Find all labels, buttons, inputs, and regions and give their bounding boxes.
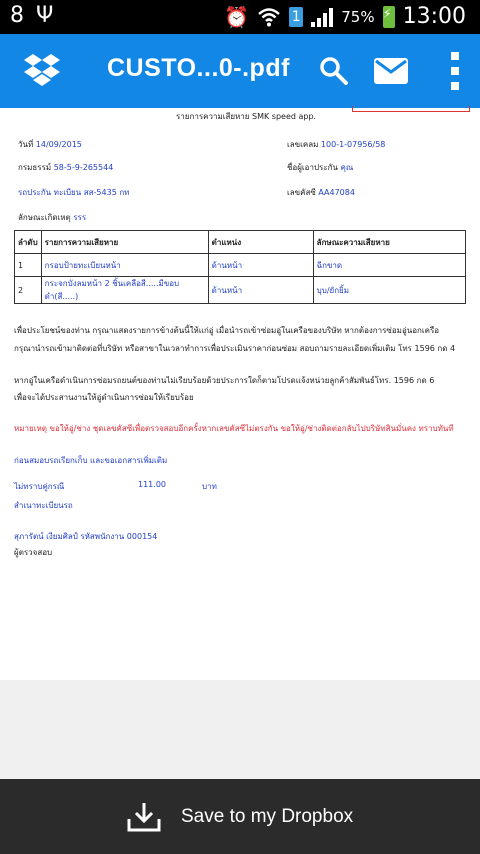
header-box-edge: [352, 106, 470, 112]
para1-line2: กรุณานำรถเข้ามาติดต่อที่บริษัท หรือสาขาในเวลาทำการเพื่อประเมินราคาก่อนซ่อม สอบถามรายละเอียดเพิ่มเติม โทร 1596 กด 4: [14, 344, 456, 353]
table-header-cell: รายการความเสียหาย: [41, 231, 208, 254]
car-row: รถประกัน ทะเบียน สส-5435 กท: [18, 188, 130, 197]
table-cell: 2: [15, 277, 42, 304]
para1-line1: เพื่อประโยชน์ของท่าน กรุณาแสดงรายการข้างต้นนี้ให้แก่อู่ เมื่อนำรถเข้าซ่อมอู่ในเครือของบริษัท หากต้องการซ่อมอู่นอกเครือ: [14, 326, 440, 335]
deductible-amount: 111.00: [138, 480, 166, 489]
table-cell: ฉีกขาด: [313, 254, 465, 277]
battery-charging-icon: [383, 6, 395, 28]
red-note: หมายเหตุ ขอให้อู่/ช่าง ชุดเลขคัสซีเพื่อตรวจสอบอีกครั้งหากเลขคัสซีไม่ตรงกัน ขอให้อู่/ช่างติดต่อกลับไปบริษัทสินมั่นคง ทราบทันที: [14, 424, 454, 433]
signal-icon: [311, 7, 333, 27]
overflow-menu-icon[interactable]: [448, 52, 462, 90]
mail-icon[interactable]: [374, 58, 408, 84]
table-cell: กระจกบังลมหน้า 2 ชิ้นเคลือสี.....มีขอบดำ(สี.....): [41, 277, 208, 304]
policy-row: กรมธรรม์ 58-5-9-265544: [18, 163, 114, 172]
sim-icon: 1: [289, 7, 303, 27]
sync-icon: 8: [10, 3, 24, 28]
deductible-label: ไม่ทราบคู่กรณี: [14, 482, 65, 491]
status-bar: [0, 0, 480, 34]
clock: 13:00: [402, 4, 466, 29]
table-header-cell: ตำแหน่ง: [208, 231, 313, 254]
docs-note: ก่อนสมอบรถเรียกเก็บ และขอเอกสารเพิ่มเติม: [14, 456, 168, 465]
app-bar: [0, 34, 480, 108]
inspector-line: สุภารัตน์ เงียมศิลป์ รหัสพนักงาน 000154: [14, 532, 158, 541]
battery-percent: 75%: [341, 7, 375, 26]
table-cell: กรอบป้ายทะเบียนหน้า: [41, 254, 208, 277]
pdf-page[interactable]: [0, 108, 480, 680]
file-title: CUSTO...0-.pdf: [107, 54, 290, 82]
table-cell: 1: [15, 254, 42, 277]
insured-row: ชื่อผู้เอาประกัน คุณ: [287, 163, 354, 172]
alarm-icon: ⏰: [224, 4, 250, 29]
usb-icon: Ψ: [36, 3, 54, 28]
claim-row: เลขเคลม 100-1-07956/58: [287, 140, 386, 149]
table-row: [15, 277, 466, 304]
doc-header: รายการความเสียหาย SMK speed app.: [176, 112, 317, 121]
registration-note: สำเนาทะเบียนรถ: [14, 501, 73, 510]
table-header-row: [15, 231, 466, 254]
dropbox-logo-icon[interactable]: [24, 54, 60, 88]
table-header-cell: ลักษณะความเสียหาย: [313, 231, 465, 254]
table-cell: ด้านหน้า: [208, 277, 313, 304]
table-cell: ด้านหน้า: [208, 254, 313, 277]
deductible-unit: บาท: [202, 482, 217, 491]
damage-table: [14, 230, 466, 304]
wifi-icon: [257, 7, 281, 27]
para2-line1: หากอู่ในเครือดำเนินการซ่อมรถยนต์ของท่านไม่เรียบร้อยด้วยประการใดก็ตามโปรดแจ้งหน่วยลูกค้าสัมพันธ์โทร. 1596 กด 6: [14, 376, 435, 385]
save-label: Save to my Dropbox: [181, 806, 354, 827]
save-to-dropbox-button[interactable]: [0, 779, 480, 854]
incident-row: ลักษณะเกิดเหตุ รรร: [18, 213, 87, 222]
inspector-role: ผู้ตรวจสอบ: [14, 548, 53, 557]
download-icon: [127, 801, 161, 833]
date-row: วันที่ 14/09/2015: [18, 140, 82, 149]
para2-line2: เพื่อจะได้ประสานงานให้อู่ดำเนินการซ่อมให้เรียบร้อย: [14, 393, 194, 402]
table-cell: บุบ/ยักยิ้ม: [313, 277, 465, 304]
table-header-cell: ลำดับ: [15, 231, 42, 254]
search-icon[interactable]: [318, 55, 350, 87]
ref-row: เลขคัสซี AA47084: [287, 188, 355, 197]
table-row: [15, 254, 466, 277]
